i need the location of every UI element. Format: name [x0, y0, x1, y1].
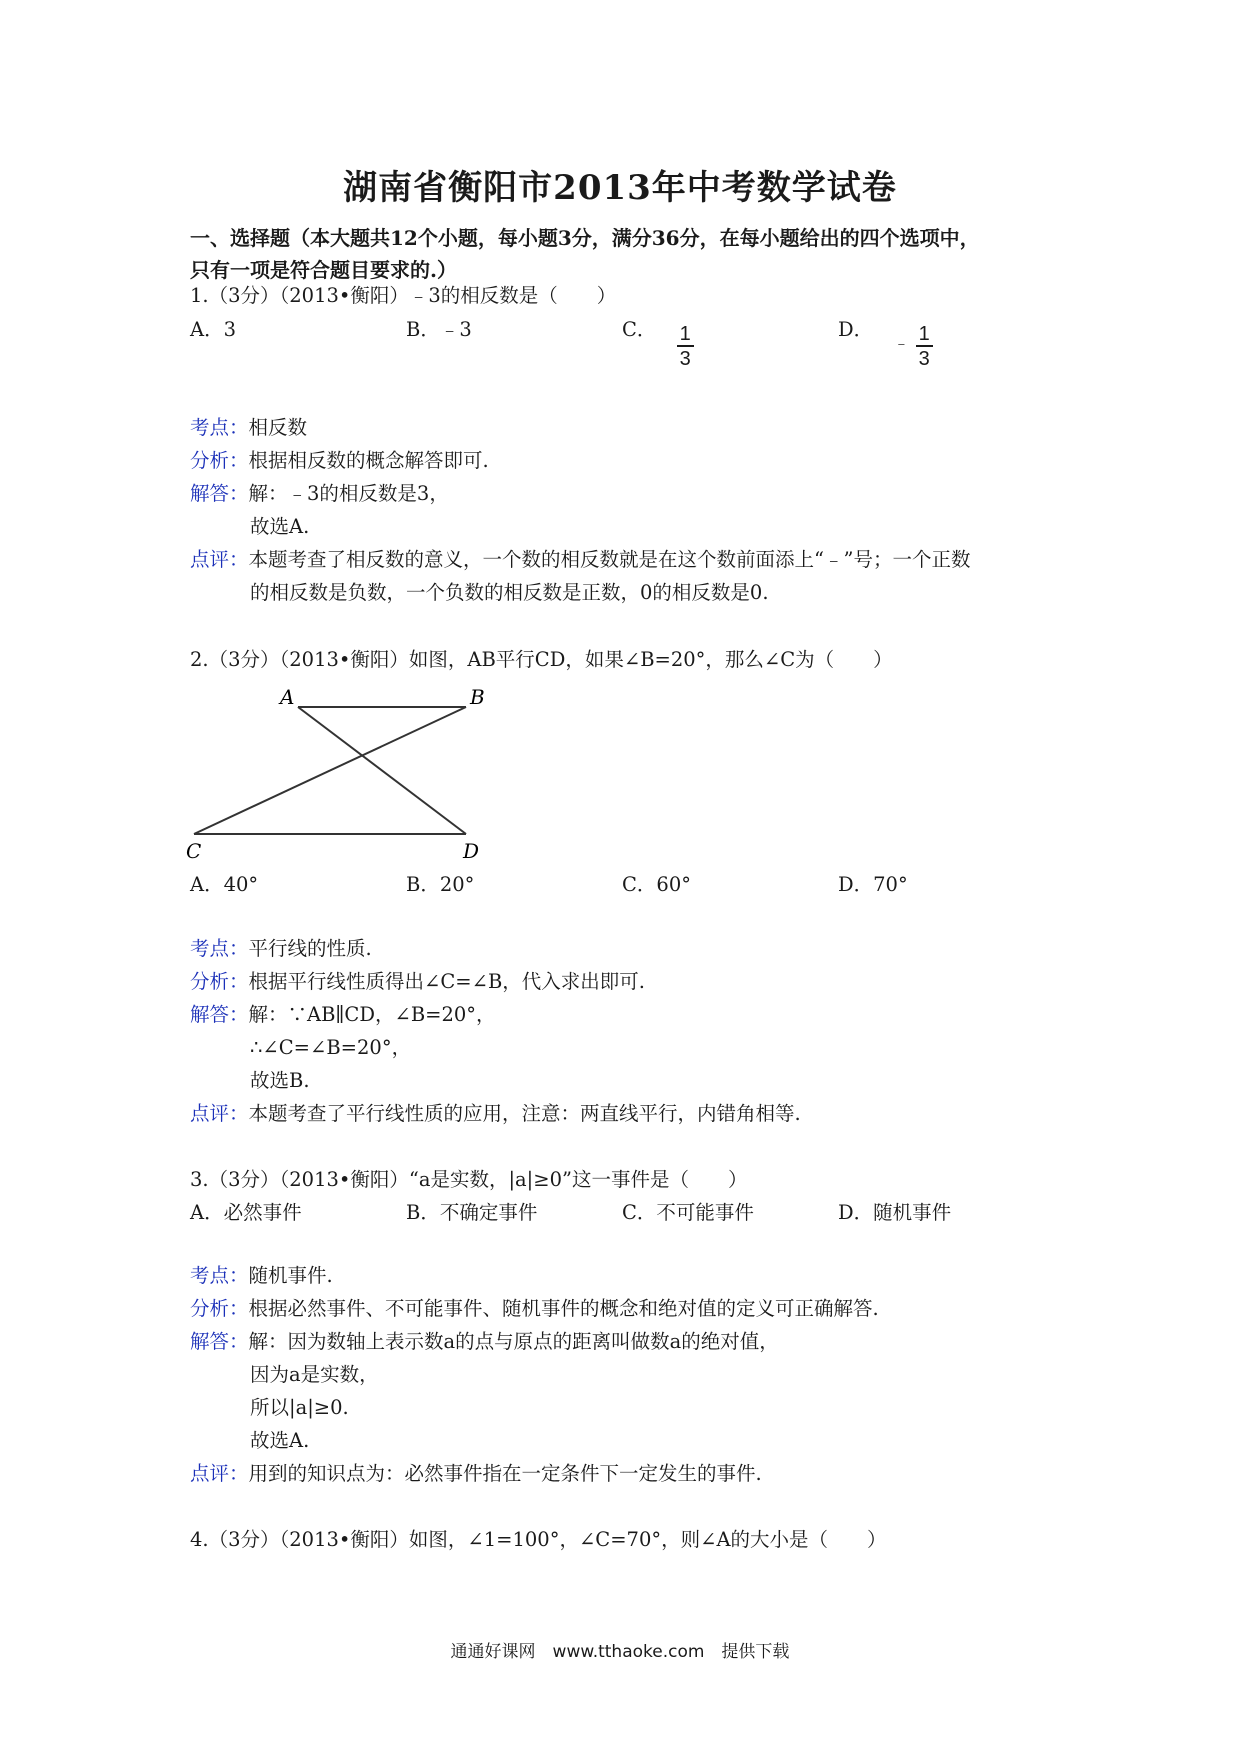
jieda-label: 解答：: [190, 1330, 249, 1353]
point-label-c: C: [186, 839, 202, 863]
jieda-label: 解答：: [190, 482, 249, 505]
q1-option-d-prefix: D．: [838, 318, 874, 341]
q3-option-b: B．不确定事件: [406, 1201, 538, 1224]
q3-dianping-text: 用到的知识点为：必然事件指在一定条件下一定发生的事件.: [248, 1462, 762, 1485]
fenxi-label: 分析：: [190, 1297, 249, 1320]
kaodian-label: 考点：: [190, 1264, 249, 1287]
q2-stem: 2.（3分）（2013•衡阳）如图，AB平行CD，如果∠B=20°，那么∠C为（ ）: [190, 648, 893, 671]
q2-option-a: A．40°: [190, 873, 259, 896]
q1-kaodian: [190, 415, 307, 441]
q1-option-c-denominator: 3: [679, 348, 691, 370]
q3-option-a: A．必然事件: [190, 1201, 302, 1224]
q2-figure: [180, 682, 485, 863]
q1-kaodian-text: 相反数: [248, 416, 308, 439]
q2-dianping-text: 本题考查了平行线性质的应用，注意：两直线平行，内错角相等.: [248, 1102, 801, 1125]
point-label-b: B: [470, 685, 485, 709]
point-label-d: D: [463, 839, 480, 863]
q3-option-c: C．不可能事件: [622, 1201, 754, 1224]
q2-option-c: C．60°: [622, 873, 691, 896]
q3-jieda-line3: 所以|a|≥0.: [250, 1396, 349, 1419]
q3-kaodian-text: 随机事件.: [248, 1264, 333, 1287]
q1-option-c-prefix: C．: [622, 318, 657, 341]
kaodian-label: 考点：: [190, 416, 249, 439]
q3-fenxi: [190, 1296, 879, 1322]
q1-option-d-fraction: [916, 323, 933, 371]
q2-option-d: D．70°: [838, 873, 908, 896]
q3-kaodian: [190, 1263, 333, 1289]
q3-jieda: [190, 1329, 779, 1355]
q1-dianping-line2: 的相反数是负数，一个负数的相反数是正数，0的相反数是0.: [250, 581, 769, 604]
section-header: [190, 222, 1080, 286]
q3-jieda-line2: 因为a是实数，: [250, 1363, 379, 1386]
point-label-a: A: [280, 685, 295, 709]
q3-jieda-line1: 解：因为数轴上表示数a的点与原点的距离叫做数a的绝对值，: [248, 1330, 779, 1353]
q1-option-c: [622, 317, 694, 371]
q1-option-c-fraction: [677, 323, 694, 371]
q1-jieda: [190, 481, 449, 507]
q2-jieda-line1: 解：∵AB∥CD，∠B=20°，: [248, 1003, 496, 1026]
q1-option-d: [838, 317, 933, 371]
q1-jieda-line1: 解：﹣3的相反数是3，: [248, 482, 449, 505]
q1-option-a: A．3: [190, 318, 236, 341]
dianping-label: 点评：: [190, 1462, 249, 1485]
jieda-label: 解答：: [190, 1003, 249, 1026]
footer: 通通好课网 www.tthaoke.com 提供下载: [450, 1642, 790, 1662]
q3-stem: 3.（3分）（2013•衡阳）“a是实数，|a|≥0”这一事件是（ ）: [190, 1168, 748, 1191]
section-header-line1: 一、选择题（本大题共12个小题，每小题3分，满分36分，在每小题给出的四个选项中，: [190, 226, 980, 250]
kaodian-label: 考点：: [190, 937, 249, 960]
q3-jieda-line4: 故选A.: [250, 1429, 310, 1452]
q3-option-d: D．随机事件: [838, 1201, 952, 1224]
q1-dianping-line1: 本题考查了相反数的意义，一个数的相反数就是在这个数前面添上“﹣”号；一个正数: [248, 548, 971, 571]
q2-jieda-line2: ∴∠C=∠B=20°，: [250, 1036, 412, 1059]
q1-fenxi: [190, 448, 489, 474]
q2-jieda: [190, 1002, 496, 1028]
q1-option-b: B．﹣3: [406, 318, 472, 341]
q4-stem: 4.（3分）（2013•衡阳）如图，∠1=100°，∠C=70°，则∠A的大小是（ ）: [190, 1528, 887, 1551]
q1-stem: 1.（3分）（2013•衡阳）﹣3的相反数是（ ）: [190, 284, 617, 307]
q1-fenxi-text: 根据相反数的概念解答即可.: [248, 449, 489, 472]
section-header-line2: 只有一项是符合题目要求的.）: [190, 258, 457, 282]
page-title: 湖南省衡阳市2013年中考数学试卷: [343, 168, 897, 208]
q2-kaodian: [190, 936, 372, 962]
q2-kaodian-text: 平行线的性质.: [248, 937, 372, 960]
q2-fenxi-text: 根据平行线性质得出∠C=∠B，代入求出即可.: [248, 970, 645, 993]
q3-dianping: [190, 1461, 762, 1487]
q2-jieda-line3: 故选B.: [250, 1069, 310, 1092]
q1-jieda-line2: 故选A.: [250, 515, 310, 538]
q3-fenxi-text: 根据必然事件、不可能事件、随机事件的概念和绝对值的定义可正确解答.: [248, 1297, 879, 1320]
dianping-label: 点评：: [190, 1102, 249, 1125]
q1-option-d-denominator: 3: [918, 348, 930, 370]
segment-ad: [298, 707, 466, 834]
segment-bc: [194, 707, 466, 834]
fenxi-label: 分析：: [190, 970, 249, 993]
q2-fenxi: [190, 969, 645, 995]
dianping-label: 点评：: [190, 548, 249, 571]
q1-option-d-numerator: 1: [916, 323, 933, 347]
q1-dianping: [190, 547, 970, 573]
q1-option-d-sign: ﹣: [893, 335, 910, 352]
q2-dianping: [190, 1101, 801, 1127]
fenxi-label: 分析：: [190, 449, 249, 472]
q1-option-c-numerator: 1: [677, 323, 694, 347]
q2-option-b: B．20°: [406, 873, 475, 896]
